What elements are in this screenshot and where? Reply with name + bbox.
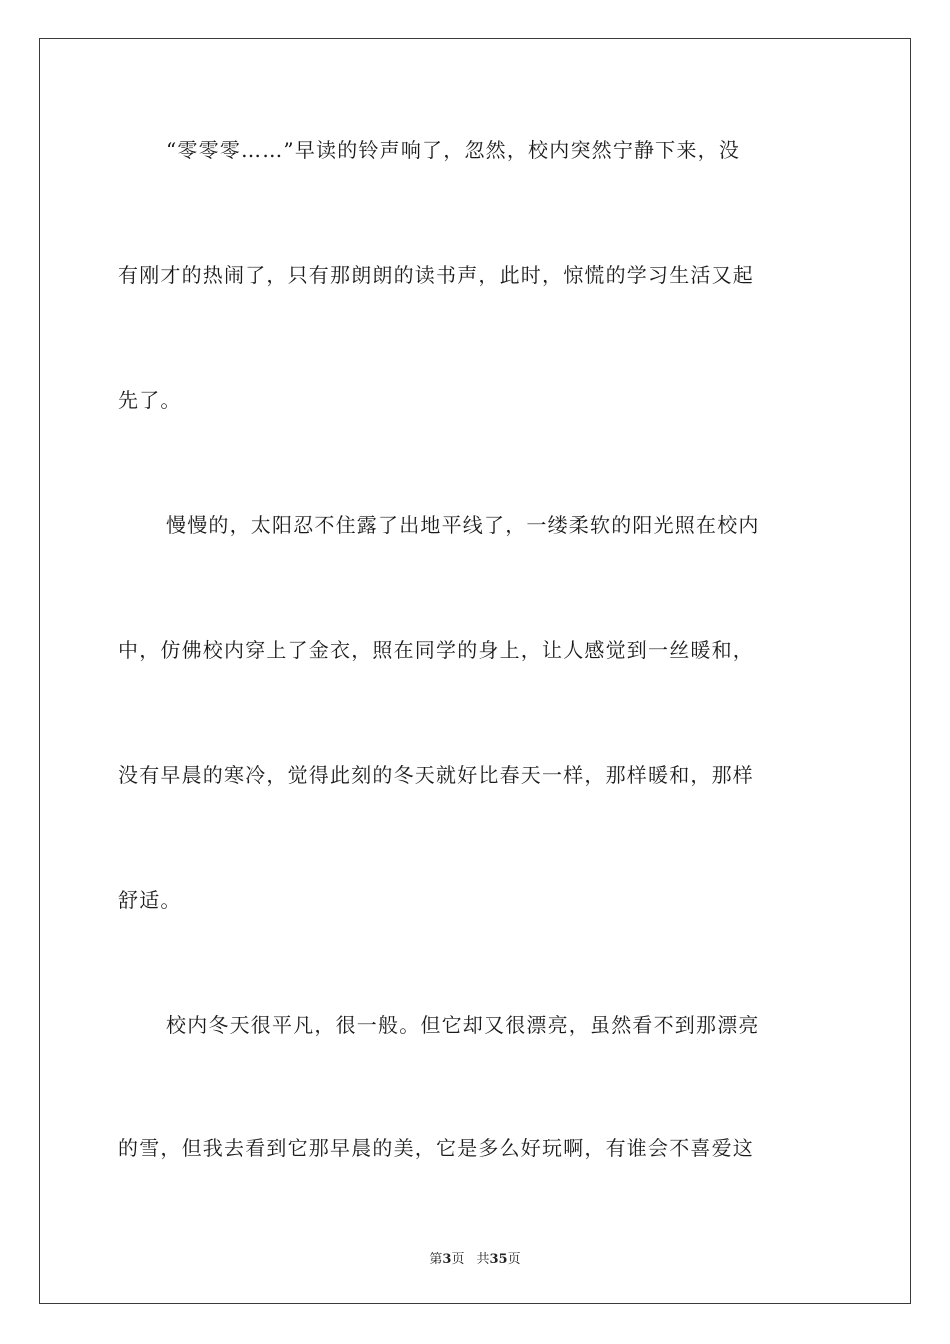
- text-line: 有刚才的热闹了，只有那朗朗的读书声，此时，惊慌的学习生活又起: [118, 263, 754, 287]
- page-number: 3: [442, 1252, 452, 1267]
- text-line: 中，仿佛校内穿上了金衣，照在同学的身上，让人感觉到一丝暖和，: [118, 638, 754, 662]
- text-line: 的雪，但我去看到它那早晨的美，它是多么好玩啊，有谁会不喜爱这: [118, 1136, 754, 1160]
- text-line: “零零零……”早读的铃声响了，忽然，校内突然宁静下来，没: [166, 138, 741, 162]
- total-prefix: 共: [476, 1252, 490, 1267]
- page-border: [39, 38, 911, 1304]
- total-suffix: 页: [507, 1252, 521, 1267]
- text-line: 没有早晨的寒冷，觉得此刻的冬天就好比春天一样，那样暖和，那样: [118, 763, 754, 787]
- total-pages: 35: [489, 1252, 508, 1267]
- text-line: 慢慢的，太阳忍不住露了出地平线了，一缕柔软的阳光照在校内: [166, 513, 760, 537]
- text-line: 先了。: [118, 388, 182, 412]
- page-prefix: 第: [429, 1252, 443, 1267]
- text-line: 舒适。: [118, 888, 182, 912]
- page-footer: [0, 1248, 950, 1267]
- text-line: 校内冬天很平凡，很一般。但它却又很漂亮，虽然看不到那漂亮: [166, 1013, 760, 1037]
- page-suffix: 页: [451, 1252, 465, 1267]
